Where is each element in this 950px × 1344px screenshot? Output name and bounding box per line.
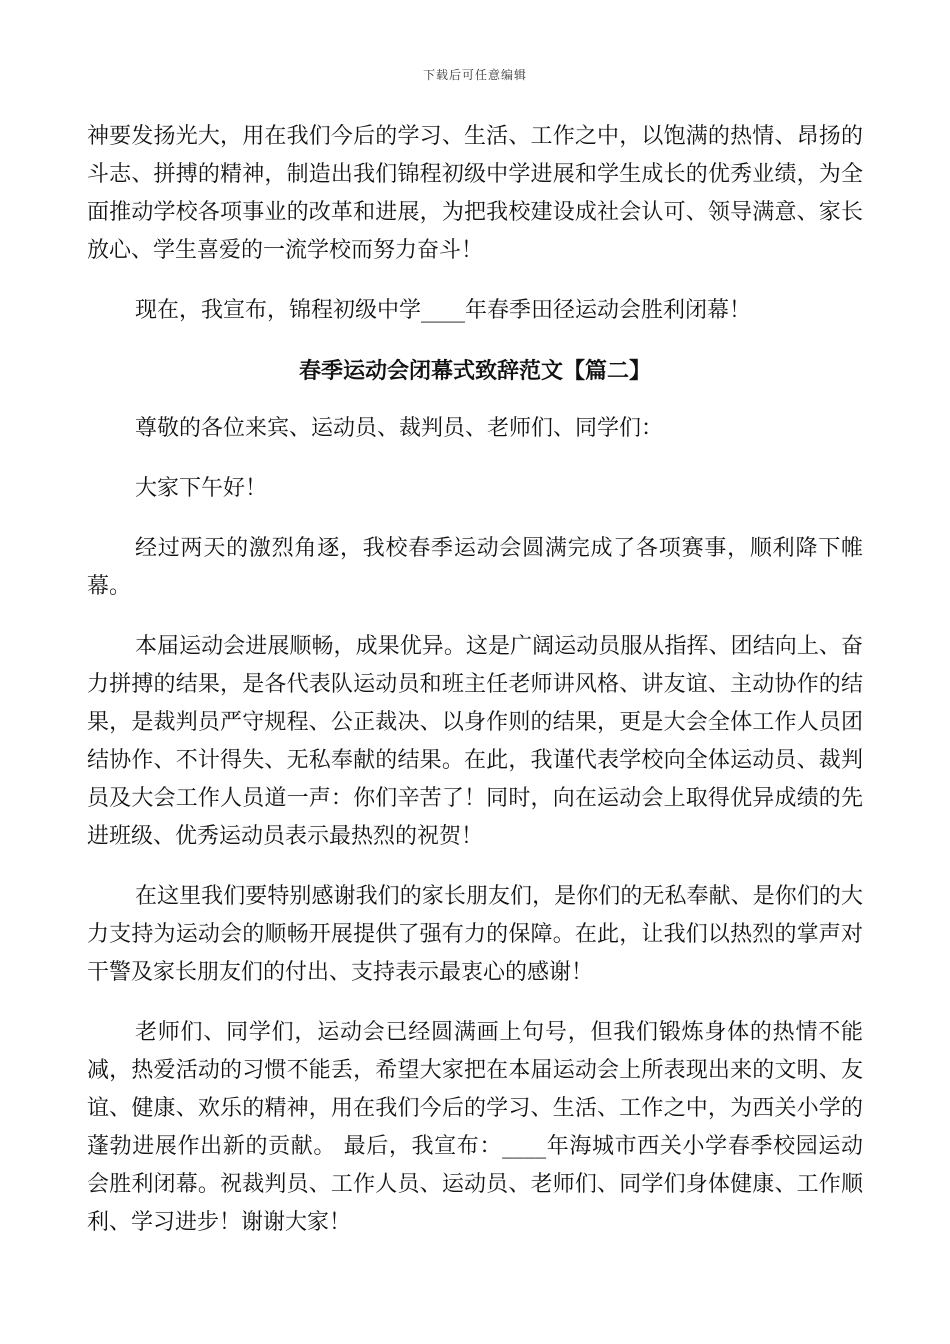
paragraph-results: 本届运动会进展顺畅，成果优异。这是广阔运动员服从指挥、团结向上、奋力拼搏的结果，是各代表队运动员和班主任老师讲风格、讲友谊、主动协作的结果，是裁判员严守规程、公正裁决、以身作则的结果，更是大会全体工作人员团结协作、不计得失、无私奉献的结果。在此，我谨代表学校向全体运动员、裁判员及大会工作人员道一声：你们辛苦了！同时，向在运动会上取得优异成绩的先进班级、优秀运动员表示最热烈的祝贺！ bbox=[87, 634, 863, 849]
paragraph-continued: 神要发扬光大，用在我们今后的学习、生活、工作之中，以饱满的热情、昂扬的斗志、拼搏的精神，制造出我们锦程初级中学进展和学生成长的优秀业绩，为全面推动学校各项事业的改革和进展，为把我校建设成社会认可、领导满意、家长放心、学生喜爱的一流学校而努力奋斗！ bbox=[87, 124, 863, 263]
paragraph-opening: 经过两天的激烈角逐，我校春季运动会圆满完成了各项赛事，顺利降下帷幕。 bbox=[87, 536, 863, 599]
paragraph-closing-announcement: 现在，我宣布，锦程初级中学____年春季田径运动会胜利闭幕！ bbox=[135, 298, 752, 323]
document-body bbox=[87, 118, 863, 1264]
paragraph-final: 老师们、同学们，运动会已经圆满画上句号，但我们锻炼身体的热情不能减，热爱活动的习惯不能丢，希望大家把在本届运动会上所表现出来的文明、友谊、健康、欢乐的精神，用在我们今后的学习、生活、工作之中，为西关小学的蓬勃进展作出新的贡献。 最后，我宣布：____年海城市西关小学春季校园运动会胜利闭幕。祝裁判员、工作人员、运动员、老师们、同学们身体健康、工作顺利、学习进步！谢谢大家！ bbox=[87, 1020, 863, 1235]
paragraph-thanks: 在这里我们要特别感谢我们的家长朋友们，是你们的无私奉献、是你们的大力支持为运动会的顺畅开展提供了强有力的保障。在此，让我们以热烈的掌声对干警及家长朋友们的付出、支持表示最衷心的感谢！ bbox=[87, 884, 863, 985]
paragraph-salutation: 尊敬的各位来宾、运动员、裁判员、老师们、同学们： bbox=[135, 416, 664, 441]
header-note: 下载后可任意编辑 bbox=[422, 68, 527, 82]
paragraph-greeting: 大家下午好！ bbox=[135, 476, 268, 501]
section-title: 春季运动会闭幕式致辞范文【篇二】 bbox=[298, 358, 651, 384]
